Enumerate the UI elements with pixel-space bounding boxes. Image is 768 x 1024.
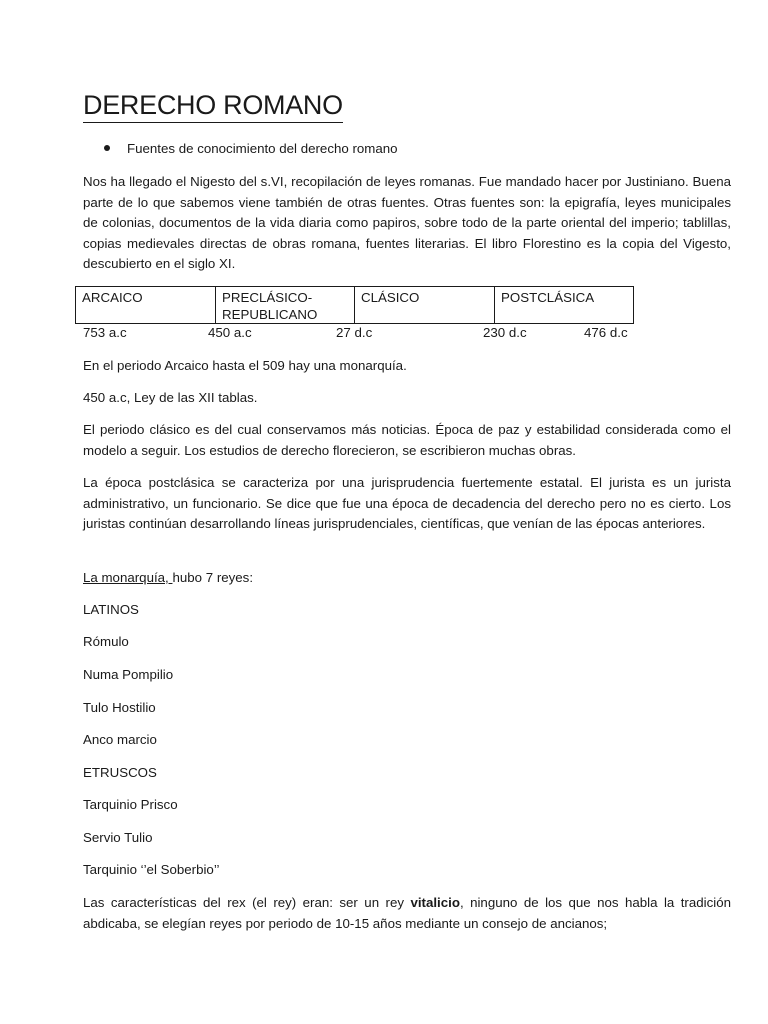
final-paragraph xyxy=(83,893,731,934)
bullet-item xyxy=(104,140,398,158)
list-item: Tarquinio ‘’el Soberbio’’ xyxy=(83,862,220,877)
monarquia-rest: hubo 7 reyes: xyxy=(172,570,254,585)
monarquia-label: La monarquía, xyxy=(83,570,173,585)
final-paragraph-bold: vitalicio xyxy=(410,895,460,910)
paragraph-clasico: El periodo clásico es del cual conservamos más noticias. Época de paz y estabilidad considerada como el modelo a seguir. Los estudios de derecho florecieron, se escribieron muchas obras. xyxy=(83,422,731,458)
monarquia-line xyxy=(83,569,253,587)
list-item: Servio Tulio xyxy=(83,830,153,845)
paragraph-arcaico: En el periodo Arcaico hasta el 509 hay una monarquía. xyxy=(83,358,407,373)
table-cell-preclasico: PRECLÁSICO-REPUBLICANO xyxy=(216,287,355,324)
list-item: Anco marcio xyxy=(83,732,157,747)
table-cell-arcaico: ARCAICO xyxy=(76,287,216,324)
date-label: 230 d.c xyxy=(483,325,527,340)
date-label: 476 d.c xyxy=(584,325,628,340)
list-item: Rómulo xyxy=(83,634,129,649)
final-paragraph-start: Las características del rex (el rey) eran: ser un rey xyxy=(83,895,411,910)
date-label: 450 a.c xyxy=(208,325,252,340)
paragraph-postclasica: La época postclásica se caracteriza por una jurisprudencia fuertemente estatal. El jurista es un jurista administrativo, un funcionario. Se dice que fue una época de decadencia del derecho pero no es cierto. Los juristas continúan desarrollando líneas jurisprudenciales, científicas, que venían de las épocas anteriores. xyxy=(83,475,731,531)
date-label: 27 d.c xyxy=(336,325,373,340)
table-cell-clasico: CLÁSICO xyxy=(355,287,495,324)
table-cell-postclasica: POSTCLÁSICA xyxy=(495,287,634,324)
bullet-dot-icon xyxy=(104,145,110,151)
date-label: 753 a.c xyxy=(83,325,127,340)
etruscos-heading: ETRUSCOS xyxy=(83,765,157,780)
paragraph-ley: 450 a.c, Ley de las XII tablas. xyxy=(83,390,258,405)
period-dates xyxy=(0,324,768,342)
periods-table xyxy=(75,286,634,324)
bullet-text: Fuentes de conocimiento del derecho romano xyxy=(127,141,398,156)
intro-paragraph: Nos ha llegado el Nigesto del s.VI, recopilación de leyes romanas. Fue mandado hacer por Justiniano. Buena parte de lo que sabemos viene también de otras fuentes. Otras fuentes son: la epigrafía, leyes municipales de colonias, documentos de la vida diaria como papiros, sobre todo de la parte oriental del imperio; tablillas, copias medievales directas de obras romana, fuentes literarias. El libro Florestino es la copia del Vigesto, descubierto en el siglo XI. xyxy=(83,174,731,271)
list-item: Numa Pompilio xyxy=(83,667,174,682)
document-title: DERECHO ROMANO xyxy=(83,88,343,123)
list-item: Tarquinio Prisco xyxy=(83,797,178,812)
latinos-heading: LATINOS xyxy=(83,602,139,617)
table-row xyxy=(76,287,634,324)
list-item: Tulo Hostilio xyxy=(83,700,156,715)
final-paragraph-end: , ninguno de los que nos habla la tradición abdicaba, se elegían reyes por periodo de 10-15 años mediante un consejo de ancianos; xyxy=(83,895,731,931)
